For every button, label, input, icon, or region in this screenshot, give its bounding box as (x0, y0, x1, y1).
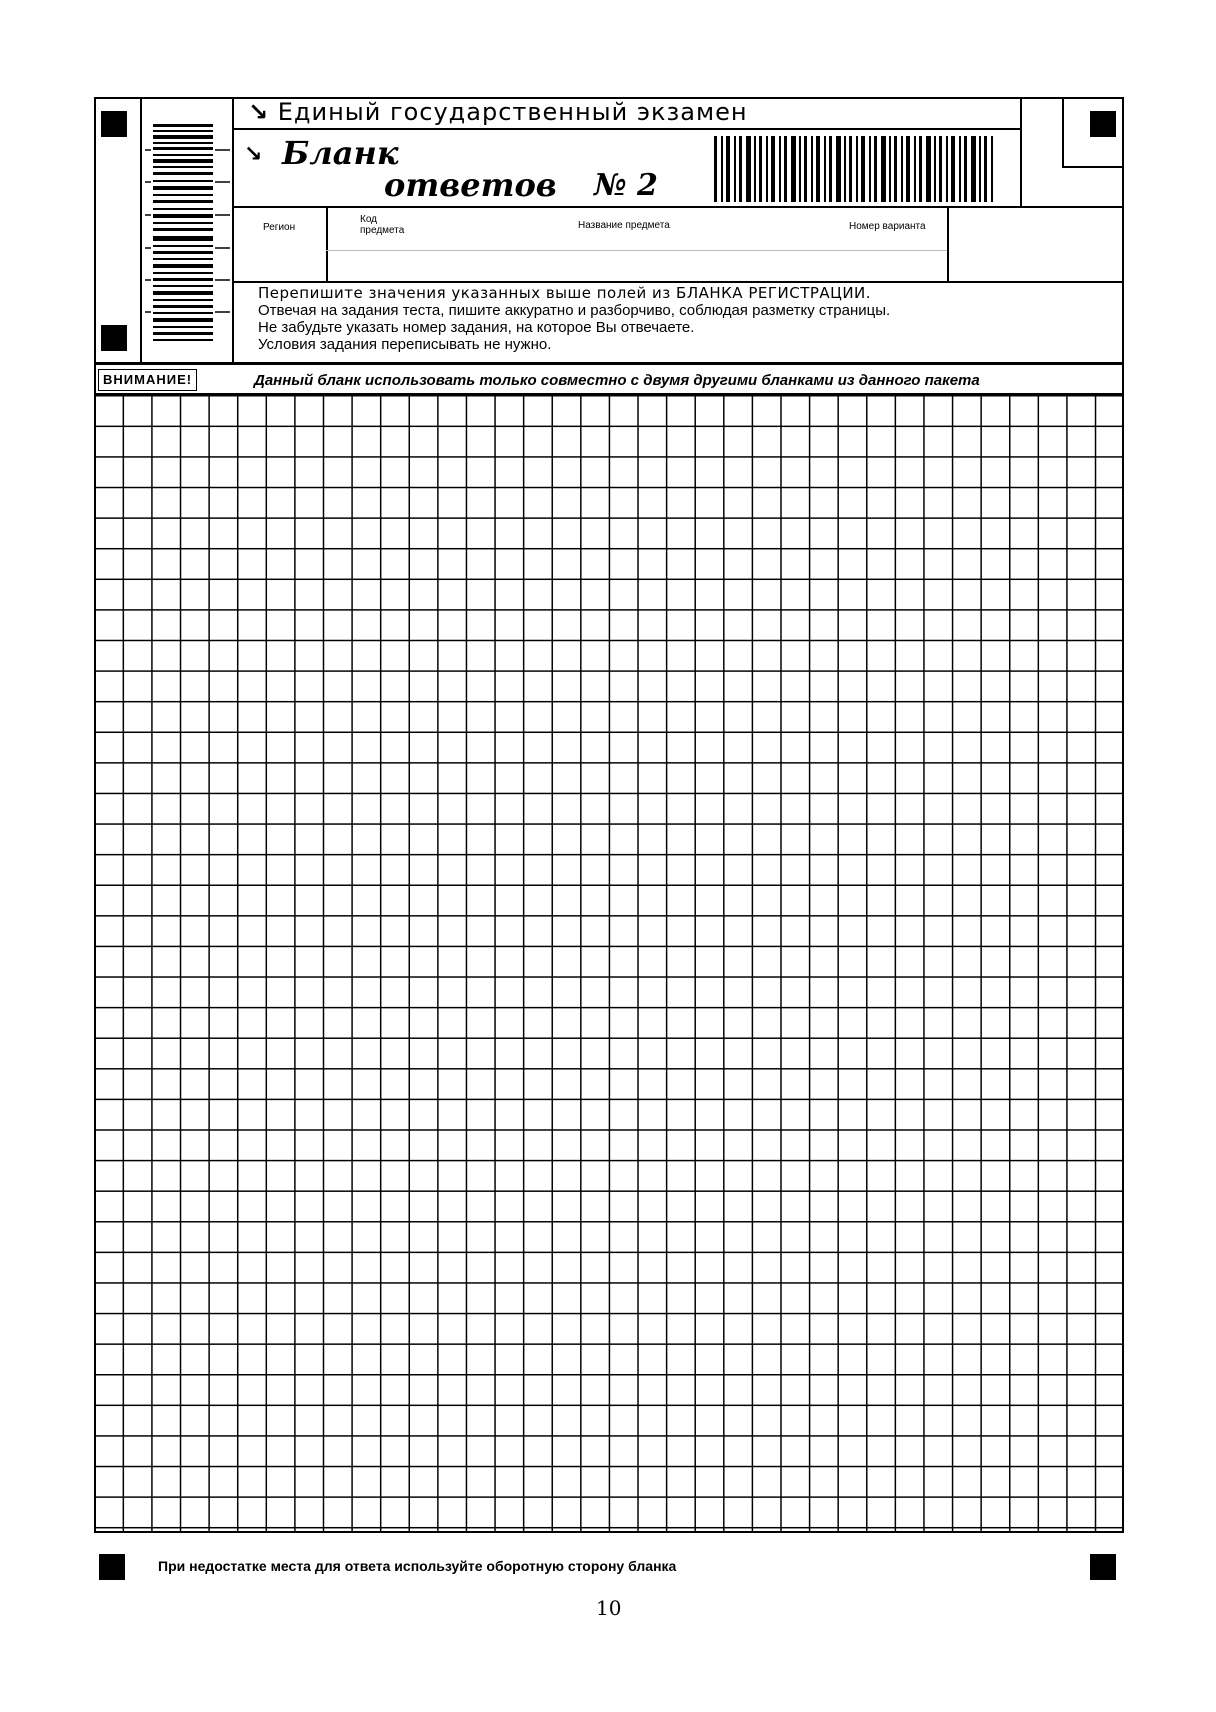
field-region-label: Регион (263, 222, 296, 233)
corner-marker-bottom-right (1090, 1554, 1116, 1580)
corner-marker-bottom-left (99, 1554, 125, 1580)
exam-title-text: Единый государственный экзамен (277, 98, 748, 126)
instruction-line-3: Не забудьте указать номер задания, на которое Вы отвечаете. (258, 319, 695, 336)
attention-text: Данный бланк использовать только совместно с двумя другими бланками из данного пакета (254, 372, 980, 389)
field-variant-number-label: Номер варианта (849, 221, 926, 232)
form-title-line1: Бланк (282, 134, 399, 172)
instruction-line-4: Условия задания переписывать не нужно. (258, 336, 552, 353)
field-subject-name-label: Название предмета (578, 220, 670, 231)
instruction-line-1: Перепишите значения указанных выше полей из БЛАНКА РЕГИСТРАЦИИ. (258, 284, 872, 302)
exam-title (248, 98, 748, 126)
corner-marker-mid-left (101, 325, 127, 351)
form-number: № 2 (594, 168, 658, 203)
vertical-barcode (145, 120, 230, 350)
field-subject-code-label: Код предмета (360, 214, 405, 236)
attention-label: ВНИМАНИЕ! (98, 369, 197, 391)
footer-note: При недостатке места для ответа используйте оборотную сторону бланка (158, 1558, 677, 1574)
corner-marker-top-left (101, 111, 127, 137)
corner-marker-top-right (1090, 111, 1116, 137)
arrow-icon: ↘ (248, 98, 270, 126)
answer-grid[interactable] (94, 395, 1124, 1533)
horizontal-barcode (712, 136, 997, 202)
instruction-line-2: Отвечая на задания теста, пишите аккуратно и разборчиво, соблюдая разметку страницы. (258, 302, 891, 319)
form-title (244, 134, 714, 204)
arrow-icon: ↘ (244, 142, 263, 167)
instructions (258, 285, 890, 353)
form-title-line2: ответов (384, 166, 557, 204)
page-number: 10 (596, 1596, 622, 1620)
